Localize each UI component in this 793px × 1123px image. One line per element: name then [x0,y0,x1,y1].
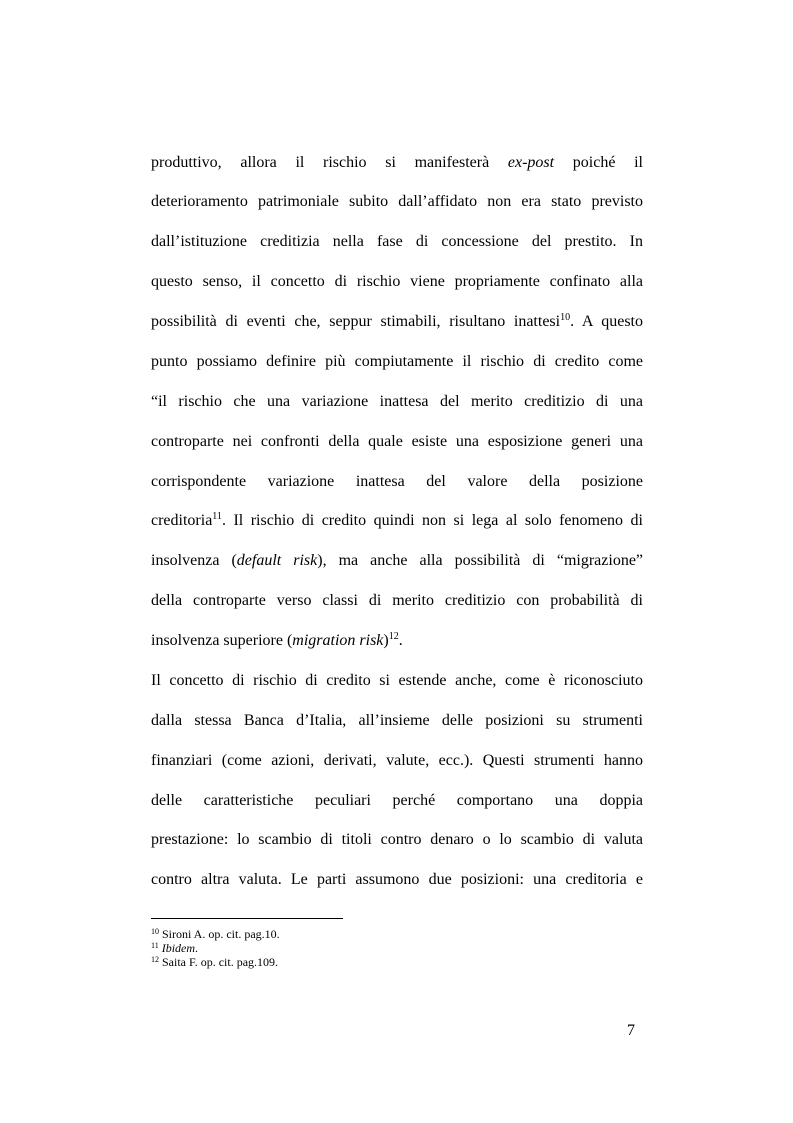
page-number: 7 [627,1022,635,1039]
text-run: creditoria [151,512,213,529]
footnote-number: 11 [151,941,159,950]
italic-term: default risk [236,552,318,569]
body-line [151,549,643,573]
text-run: ) [383,632,389,649]
body-line: punto possiamo definire più compiutamente il rischio di credito come [151,353,643,370]
text-run: . [398,632,403,649]
body-line: dalla stessa Banca d’Italia, all’insieme delle posizioni su strumenti [151,712,643,729]
body-line: “il rischio che una variazione inattesa del merito creditizio di una [151,393,643,410]
body-line: prestazione: lo scambio di titoli contro denaro o lo scambio di valuta [151,831,643,848]
body-line: dall’istituzione creditizia nella fase di concessione del prestito. In [151,233,643,250]
body-line [151,151,643,175]
footnote-number: 12 [151,955,159,964]
footnote-separator [151,918,343,919]
italic-term: migration risk [292,632,384,649]
footnote-ref: 11 [212,511,222,522]
footnote-italic: Ibidem [161,941,196,955]
body-line: delle caratteristiche peculiari perché comportano una doppia [151,792,643,809]
body-line: controparte nei confronti della quale esiste una esposizione generi una [151,433,643,450]
footnote-number: 10 [151,927,159,936]
italic-term: ex-post [507,154,555,171]
body-line: Il concetto di rischio di credito si estende anche, come è riconosciuto [151,672,643,689]
footnote-ref: 10 [560,312,571,323]
footnote-text: . [195,941,199,955]
body-line: finanziari (come azioni, derivati, valute, ecc.). Questi strumenti hanno [151,752,643,769]
body-line [151,629,643,653]
text-run: insolvenza superiore ( [151,632,293,649]
body-line: della controparte verso classi di merito creditizio con probabilità di [151,592,643,609]
text-run: ), ma anche alla possibilità di “migrazione” [317,552,644,569]
text-run: possibilità di eventi che, seppur stimabili, risultano inattesi [151,313,561,330]
body-line: corrispondente variazione inattesa del valore della posizione [151,473,643,490]
footnote-ref: 12 [388,631,399,642]
footnote [151,941,198,955]
footnote-text: Sironi A. op. cit. pag.10. [162,927,280,941]
footnote [151,927,280,941]
body-line: questo senso, il concetto di rischio viene propriamente confinato alla [151,273,643,290]
text-run: poiché il [554,154,643,171]
body-line: deterioramento patrimoniale subito dall’affidato non era stato previsto [151,193,643,210]
body-line [151,310,643,334]
footnote-text: Saita F. op. cit. pag.109. [162,955,279,969]
text-run: produttivo, allora il rischio si manifesterà [151,154,508,171]
body-line [151,509,643,533]
body-line: contro altra valuta. Le parti assumono due posizioni: una creditoria e [151,871,643,888]
text-run: . Il rischio di credito quindi non si lega al solo fenomeno di [221,512,643,529]
text-run: insolvenza ( [151,552,237,569]
footnote [151,955,278,969]
text-run: . A questo [570,313,643,330]
